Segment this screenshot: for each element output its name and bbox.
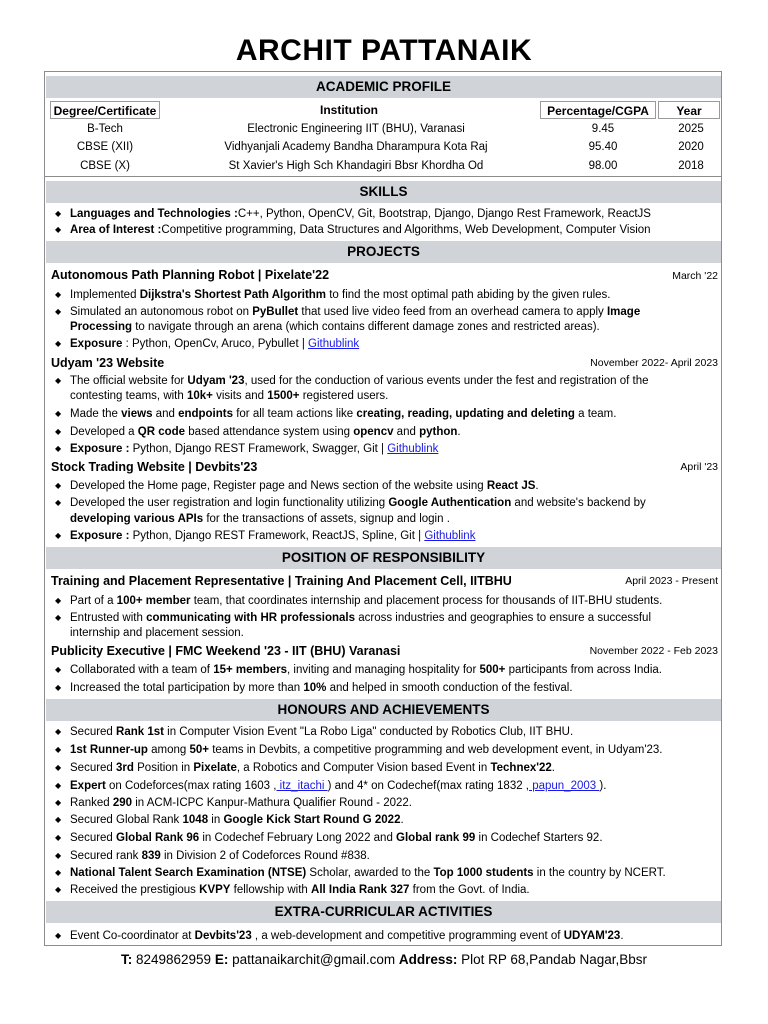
divider xyxy=(44,176,722,177)
project-bullet: Developed a QR code based attendance system using opencv and python. xyxy=(70,426,461,438)
por-date: November 2022 - Feb 2023 xyxy=(589,645,718,657)
table-cell: 95.40 xyxy=(588,141,618,153)
bullet-icon: ◆ xyxy=(55,763,62,772)
project-bullet: Implemented Dijkstra's Shortest Path Algorithm to find the most optimal path abiding by the given rules. xyxy=(70,289,611,301)
project-date: March '22 xyxy=(672,270,718,282)
github-link[interactable]: Githublink xyxy=(387,443,439,455)
table-cell: 98.00 xyxy=(588,160,618,172)
project-bullet: Simulated an autonomous robot on PyBullet that used live video feed from an overhead camera to apply Image xyxy=(70,306,641,318)
bullet-icon: ◆ xyxy=(55,868,62,877)
table-cell: CBSE (XII) xyxy=(76,141,134,153)
table-cell: 2018 xyxy=(678,160,704,172)
por-header: POSITION OF RESPONSIBILITY xyxy=(46,547,721,569)
table-cell: 2025 xyxy=(678,123,704,135)
skills-interest: Area of Interest :Competitive programming, Data Structures and Algorithms, Web Development, Computer Vision xyxy=(70,224,651,236)
bullet-icon: ◆ xyxy=(55,745,62,754)
por-title: Publicity Executive | FMC Weekend '23 - IIT (BHU) Varanasi xyxy=(51,644,401,658)
bullet-icon: ◆ xyxy=(55,427,62,436)
por-title: Training and Placement Representative | Training And Placement Cell, IITBHU xyxy=(51,574,512,588)
bullet-icon: ◆ xyxy=(55,209,62,218)
project-date: November 2022- April 2023 xyxy=(590,357,718,369)
address: Plot RP 68,Pandab Nagar,Bbsr xyxy=(457,952,647,967)
project-bullet-cont: Processing to navigate through an arena (which contains different damage zones and restricted areas). xyxy=(70,321,600,333)
bullet-icon: ◆ xyxy=(55,665,62,674)
bullet-icon: ◆ xyxy=(55,498,62,507)
project-title: Udyam '23 Website xyxy=(51,356,165,370)
project-bullet: The official website for Udyam '23, used for the conduction of various events under the fest and registration of the xyxy=(70,375,649,387)
bullet-icon: ◆ xyxy=(55,531,62,540)
bullet-icon: ◆ xyxy=(55,307,62,316)
bullet-icon: ◆ xyxy=(55,851,62,860)
por-bullet: Entrusted with communicating with HR professionals across industries and geographies to ensure a successful xyxy=(70,612,652,624)
bullet-icon: ◆ xyxy=(55,339,62,348)
honours-header: HONOURS AND ACHIEVEMENTS xyxy=(46,699,721,721)
por-bullet: Part of a 100+ member team, that coordinates internship and placement process for thousands of IIT-BHU students. xyxy=(70,595,663,607)
bullet-icon: ◆ xyxy=(55,290,62,299)
honour-item: Secured rank 839 in Division 2 of Codeforces Round #838. xyxy=(70,850,370,862)
honour-item: Ranked 290 in ACM-ICPC Kanpur-Mathura Qualifier Round - 2022. xyxy=(70,797,412,809)
bullet-icon: ◆ xyxy=(55,781,62,790)
project-exposure: Exposure : Python, Django REST Framework, ReactJS, Spline, Git | Githublink xyxy=(70,530,476,542)
project-exposure: Exposure : Python, OpenCv, Aruco, Pybullet | Githublink xyxy=(70,338,360,350)
project-bullet-cont: contesting teams, with 10k+ visits and 1500+ registered users. xyxy=(70,390,389,402)
table-cell: B-Tech xyxy=(87,123,123,135)
codeforces-link[interactable]: itz_itachi xyxy=(276,780,328,792)
project-date: April '23 xyxy=(680,461,718,473)
projects-header: PROJECTS xyxy=(46,241,721,263)
project-bullet: Developed the Home page, Register page and News section of the website using React JS. xyxy=(70,480,539,492)
honour-item: Received the prestigious KVPY fellowship with All India Rank 327 from the Govt. of India. xyxy=(70,884,530,896)
table-cell: 9.45 xyxy=(591,123,615,135)
bullet-icon: ◆ xyxy=(55,931,62,940)
academic-header: ACADEMIC PROFILE xyxy=(46,76,721,98)
honour-item: Expert on Codeforces(max rating 1603 , itz_itachi ) and 4* on Codechef(max rating 1832 , papun_2003 ). xyxy=(70,780,607,792)
table-cell: 2020 xyxy=(678,141,704,153)
bullet-icon: ◆ xyxy=(55,376,62,385)
honour-item: Secured Rank 1st in Computer Vision Event "La Robo Liga" conducted by Robotics Club, IIT BHU. xyxy=(70,726,574,738)
github-link[interactable]: Githublink xyxy=(424,530,476,542)
codechef-link[interactable]: papun_2003 xyxy=(529,780,600,792)
bullet-icon: ◆ xyxy=(55,885,62,894)
resume-name: ARCHIT PATTANAIK xyxy=(235,34,533,67)
honour-item: Secured Global Rank 96 in Codechef February Long 2022 and Global rank 99 in Codechef Starters 92. xyxy=(70,832,603,844)
contact-footer: T: 8249862959 E: pattanaikarchit@gmail.com Address: Plot RP 68,Pandab Nagar,Bbsr xyxy=(120,952,647,967)
project-title: Autonomous Path Planning Robot | Pixelate'22 xyxy=(51,268,330,282)
honour-item: Secured 3rd Position in Pixelate, a Robotics and Computer Vision based Event in Technex'22. xyxy=(70,762,555,774)
honour-item: 1st Runner-up among 50+ teams in Devbits, a competitive programming and web development event, in Udyam'23. xyxy=(70,744,663,756)
skills-header: SKILLS xyxy=(46,181,721,203)
bullet-icon: ◆ xyxy=(55,833,62,842)
por-bullet-cont: internship and placement session. xyxy=(70,627,244,639)
col-degree: Degree/Certificate xyxy=(50,101,160,119)
project-bullet: Developed the user registration and login functionality utilizing Google Authentication and website's backend by xyxy=(70,497,646,509)
bullet-icon: ◆ xyxy=(55,596,62,605)
col-cgpa: Percentage/CGPA xyxy=(540,101,656,119)
phone-number[interactable]: 8249862959 xyxy=(132,952,215,967)
col-year: Year xyxy=(658,101,720,119)
bullet-icon: ◆ xyxy=(55,613,62,622)
table-cell: Vidhyanjali Academy Bandha Dharampura Kota Raj xyxy=(224,141,488,153)
honour-item: Secured Global Rank 1048 in Google Kick Start Round G 2022. xyxy=(70,814,404,826)
por-bullet: Collaborated with a team of 15+ members, inviting and managing hospitality for 500+ participants from across India. xyxy=(70,664,662,676)
project-exposure: Exposure : Python, Django REST Framework, Swagger, Git | Githublink xyxy=(70,443,439,455)
project-title: Stock Trading Website | Devbits'23 xyxy=(51,460,258,474)
honour-item: National Talent Search Examination (NTSE) Scholar, awarded to the Top 1000 students in the country by NCERT. xyxy=(70,867,666,879)
table-cell: CBSE (X) xyxy=(80,160,130,172)
col-institution: Institution xyxy=(320,103,378,117)
por-date: April 2023 - Present xyxy=(625,575,718,587)
skills-languages: Languages and Technologies :C++, Python, OpenCV, Git, Bootstrap, Django, Django Rest Framework, ReactJS xyxy=(70,208,651,220)
project-bullet: Made the views and endpoints for all team actions like creating, reading, updating and deleting a team. xyxy=(70,408,617,420)
bullet-icon: ◆ xyxy=(55,815,62,824)
table-cell: St Xavier's High Sch Khandagiri Bbsr Khordha Od xyxy=(228,160,484,172)
email-address[interactable]: pattanaikarchit@gmail.com xyxy=(228,952,399,967)
por-bullet: Increased the total participation by more than 10% and helped in smooth conduction of the festival. xyxy=(70,682,573,694)
bullet-icon: ◆ xyxy=(55,225,62,234)
bullet-icon: ◆ xyxy=(55,481,62,490)
github-link[interactable]: Githublink xyxy=(308,338,360,350)
extra-item: Event Co-coordinator at Devbits'23 , a web-development and competitive programming event of UDYAM'23. xyxy=(70,930,624,942)
bullet-icon: ◆ xyxy=(55,444,62,453)
bullet-icon: ◆ xyxy=(55,798,62,807)
bullet-icon: ◆ xyxy=(55,683,62,692)
table-cell: Electronic Engineering IIT (BHU), Varanasi xyxy=(247,123,465,135)
bullet-icon: ◆ xyxy=(55,409,62,418)
bullet-icon: ◆ xyxy=(55,727,62,736)
project-bullet-cont: developing various APIs for the transactions of assets, signup and login . xyxy=(70,513,450,525)
extra-header: EXTRA-CURRICULAR ACTIVITIES xyxy=(46,901,721,923)
